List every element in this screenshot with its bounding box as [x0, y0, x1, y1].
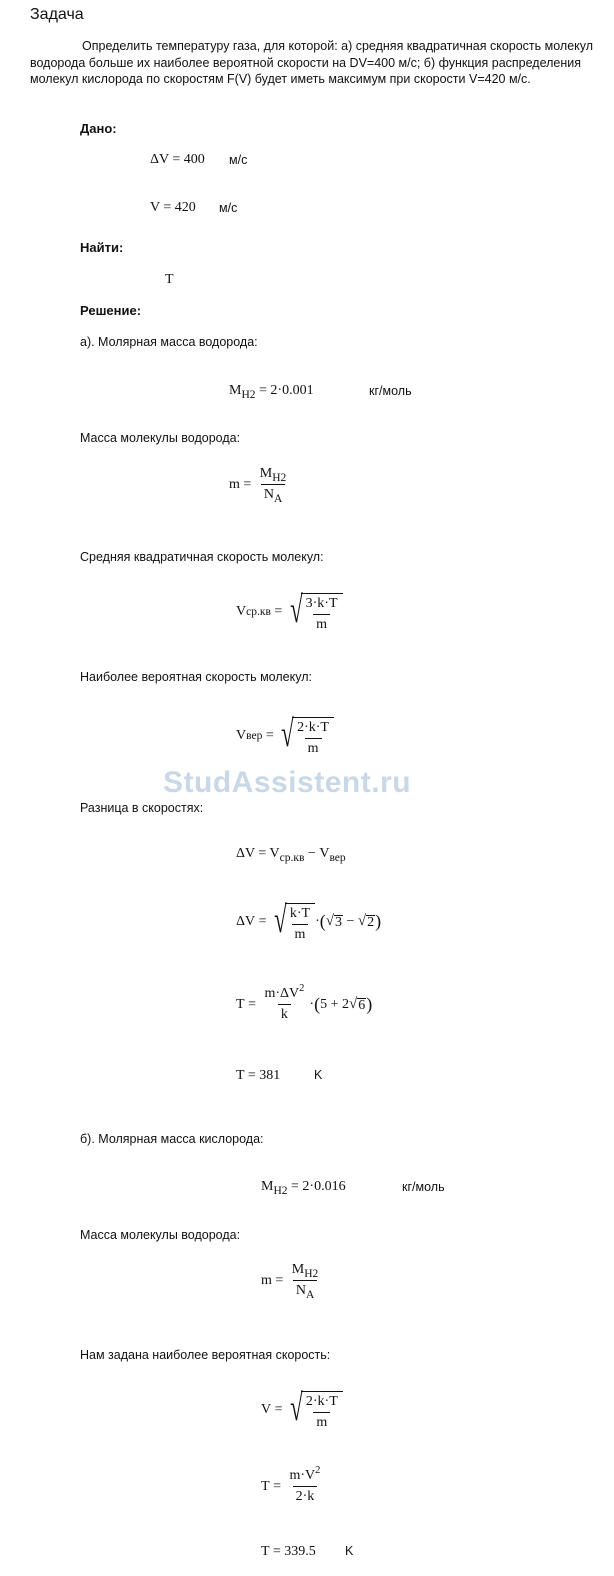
part-a-rms-label: Средняя квадратичная скорость молекул:	[80, 550, 324, 564]
watermark: StudAssistent.ru	[163, 766, 412, 799]
find-heading: Найти:	[80, 240, 124, 255]
equals-sign: =	[172, 152, 181, 167]
part-a-mass-formula: m = $\frac{M_{H2}}{N_A}$	[229, 466, 291, 503]
part-b-given-label: Нам задана наиболее вероятная скорость:	[80, 1348, 331, 1362]
square-root: √ $\frac{2\cdot k\cdot T}{m}$	[286, 1388, 343, 1431]
given-v-value: 420	[174, 200, 196, 215]
document-title: Задача	[30, 6, 84, 23]
part-a-mass-label: Масса молекулы водорода:	[80, 431, 241, 445]
given-heading: Дано:	[80, 121, 117, 136]
part-b-velocity-formula: V = √ $\frac{2\cdot k\cdot T}{m}$	[261, 1388, 343, 1431]
part-b-result-unit: K	[345, 1544, 354, 1558]
part-a-diff-formula-2: ΔV = √ $\frac{k\cdot T}{m}$ · ( √ 3 − √ 2 )	[236, 899, 382, 942]
part-b-mass-label: Масса молекулы водорода:	[80, 1228, 241, 1242]
given-v-lhs: V	[150, 200, 160, 215]
part-a-temperature-formula: T = $\frac{m\cdot\Delta V^2}{k}$ · ( 5 + 2 √ 6 )	[236, 983, 373, 1022]
part-b-molar-unit: кг/моль	[402, 1180, 445, 1194]
given-delta-v-unit: м/с	[229, 153, 248, 167]
equals-sign: =	[163, 200, 172, 215]
part-b-mass-formula: m = $\frac{M_{H2}}{N_A}$	[261, 1262, 323, 1299]
part-b-label: б). Молярная масса кислорода:	[80, 1132, 264, 1146]
part-a-result-unit: K	[314, 1068, 323, 1082]
square-root: √ $\frac{2\cdot k\cdot T}{m}$	[277, 714, 334, 757]
part-b-result: T = 339.5	[261, 1544, 316, 1559]
square-root: √ $\frac{3\cdot k\cdot T}{m}$	[286, 590, 343, 633]
part-a-molar-unit: кг/моль	[369, 384, 412, 398]
find-value: T	[165, 272, 174, 287]
fraction: $\frac{M_{H2}}{N_A}$	[291, 1262, 319, 1301]
part-a-result: T = 381	[236, 1068, 281, 1083]
part-b-molar-formula: $M_{H2} = 2\cdot 0.016$	[261, 1179, 346, 1197]
part-a-diff-label: Разница в скоростях:	[80, 801, 204, 815]
given-v-unit: м/с	[219, 201, 238, 215]
part-a-molar-formula: $M_{H2} = 2\cdot 0.001$	[229, 383, 314, 401]
given-delta-v	[150, 152, 205, 168]
solution-heading: Решение:	[80, 303, 142, 318]
part-a-label: а). Молярная масса водорода:	[80, 335, 258, 349]
part-b-temperature-formula: T = $\frac{m\cdot V^2}{2\cdot k}$	[261, 1468, 325, 1505]
fraction: $\frac{M_{H2}}{N_A}$	[259, 466, 287, 505]
given-delta-v-value: 400	[183, 152, 205, 167]
given-delta-v-lhs: ΔV	[150, 152, 169, 167]
part-a-diff-formula-1: $\Delta V = V_{ср.кв} - V_{вер}$	[236, 846, 346, 864]
part-a-prob-label: Наиболее вероятная скорость молекул:	[80, 670, 312, 684]
given-v	[150, 200, 196, 216]
square-root: √ $\frac{k\cdot T}{m}$	[270, 900, 315, 943]
part-a-rms-formula: V ср.кв = √ $\frac{3\cdot k\cdot T}{m}$	[236, 590, 343, 633]
fraction: $\frac{m\cdot\Delta V^2}{k}$	[264, 983, 305, 1022]
problem-statement: Определить температуру газа, для которой: а) средняя квадратичная скорость молекул водорода больше их наиболее вероятной скорости на DV=400 м/с; б) функция распределения молекул кислорода по скоростям F(V) будет иметь максимум при скорости V=420 м/с.	[30, 39, 594, 86]
part-a-prob-formula: V вер = √ $\frac{2\cdot k\cdot T}{m}$	[236, 714, 334, 757]
fraction: $\frac{m\cdot V^2}{2\cdot k}$	[289, 1465, 321, 1504]
